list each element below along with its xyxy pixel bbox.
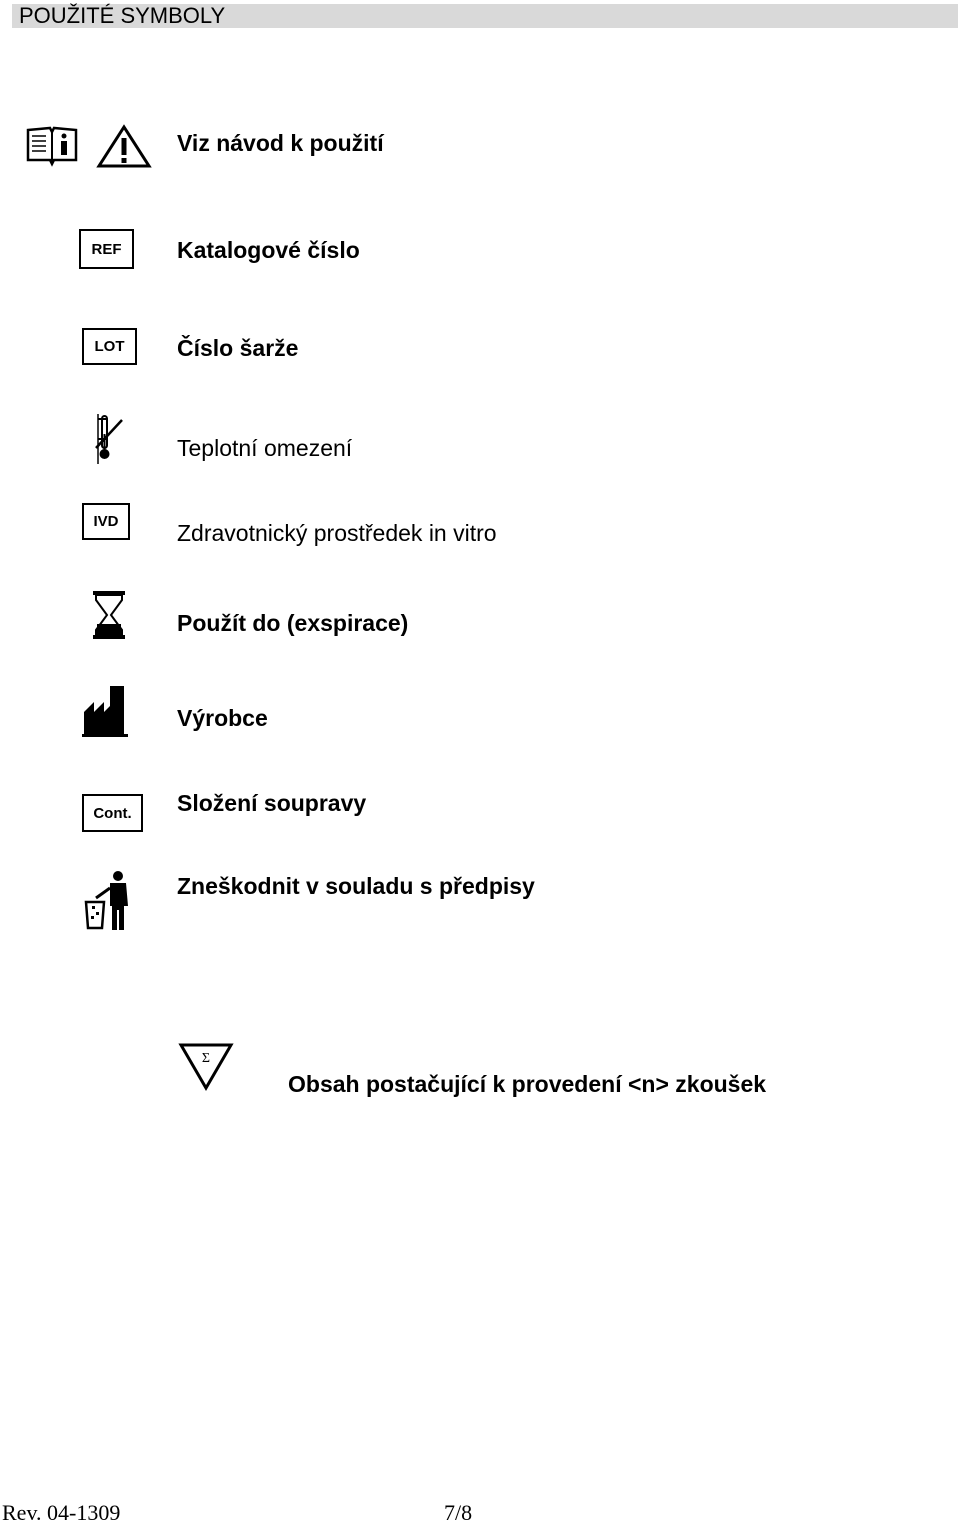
lot-box-icon: LOT	[82, 328, 137, 365]
thermometer-icon	[84, 410, 128, 468]
page-number: 7/8	[444, 1500, 473, 1525]
symbol-label: Katalogové číslo	[177, 237, 360, 263]
svg-text:Σ: Σ	[201, 1051, 211, 1066]
page-title: POUŽITÉ SYMBOLY	[19, 3, 226, 28]
symbol-label: Výrobce	[177, 705, 268, 731]
ref-box-icon: REF	[79, 229, 134, 269]
warning-triangle-icon	[96, 124, 152, 168]
section-header	[12, 4, 958, 28]
symbol-label: Použít do (exspirace)	[177, 610, 409, 636]
symbol-label: Viz návod k použití	[177, 130, 384, 156]
sigma-triangle-icon	[178, 1042, 234, 1092]
revision-number: Rev. 04-1309	[2, 1500, 121, 1525]
symbol-label: Zdravotnický prostředek in vitro	[177, 520, 497, 546]
symbol-label: Obsah postačující k provedení <n> zkoušek	[288, 1071, 767, 1097]
symbol-label: Teplotní omezení	[177, 435, 353, 461]
symbol-label: Zneškodnit v souladu s předpisy	[177, 873, 535, 899]
ivd-box-icon: IVD	[82, 503, 130, 540]
book-info-icon	[24, 124, 80, 168]
symbol-label: Složení soupravy	[177, 790, 367, 816]
factory-icon	[80, 682, 130, 738]
symbol-label: Číslo šarže	[177, 335, 299, 361]
hourglass-icon	[90, 590, 130, 640]
cont-box-icon: Cont.	[82, 794, 143, 832]
disposal-icon	[82, 870, 132, 932]
